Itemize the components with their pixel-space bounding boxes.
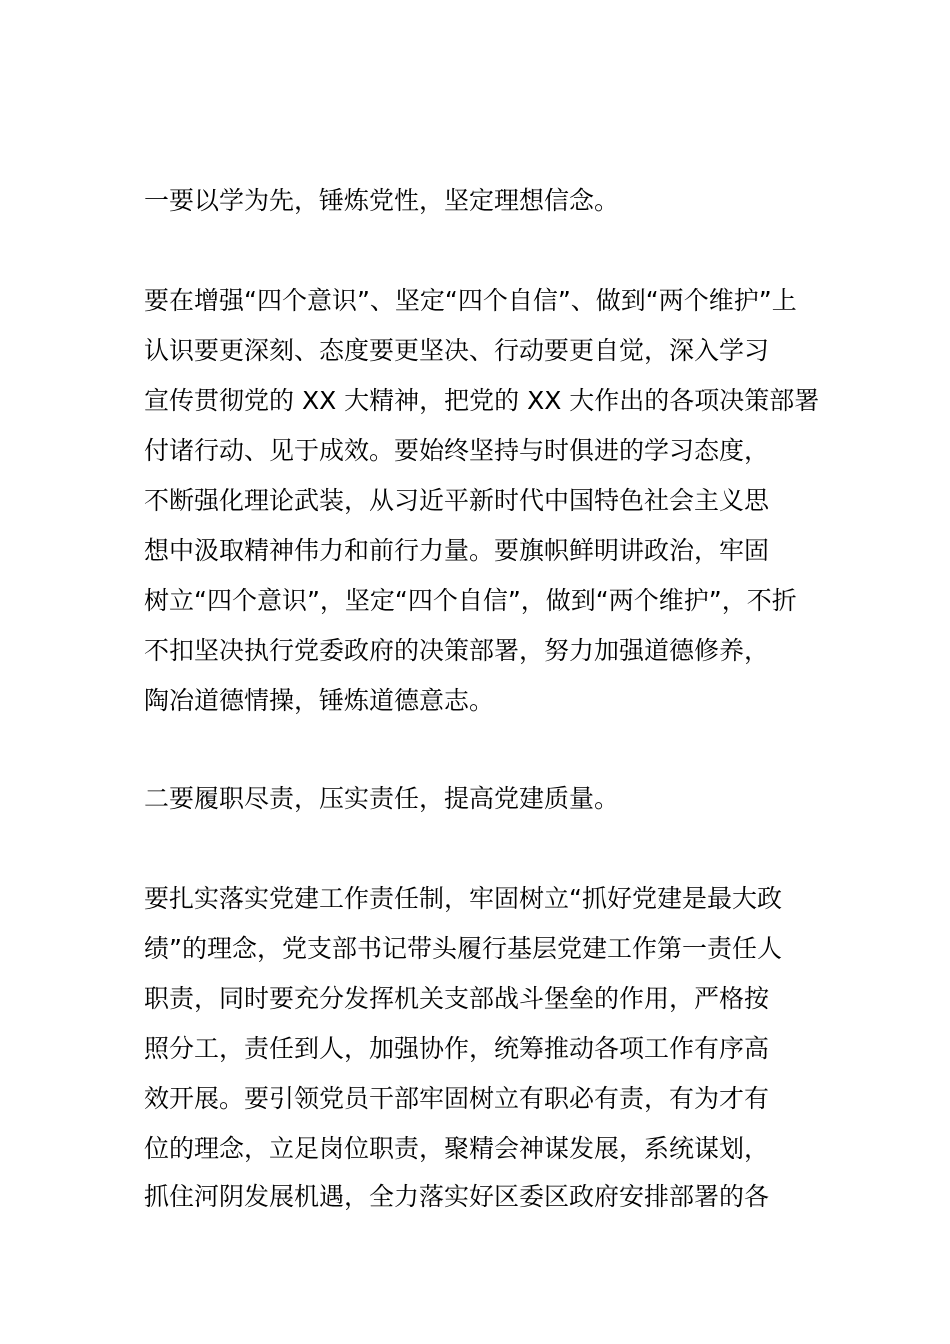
paragraph-2-line-3: 职责，同时要充分发挥机关支部战斗堡垒的作用，严格按 [144,984,770,1013]
paragraph-1-line-4: 付诸行动、见于成效。要始终坚持与时俱进的学习态度， [144,436,770,465]
paragraph-1-line-8: 不扣坚决执行党委政府的决策部署，努力加强道德修养， [144,636,770,665]
paragraph-2-line-1: 要扎实落实党建工作责任制，牢固树立“抓好党建是最大政 [144,884,782,913]
paragraph-1-line-9: 陶冶道德情操，锤炼道德意志。 [144,686,495,715]
paragraph-2-line-6: 位的理念，立足岗位职责，聚精会神谋发展，系统谋划， [144,1134,770,1163]
section-heading-2: 二要履职尽责，压实责任，提高党建质量。 [144,784,620,813]
paragraph-1-line-5: 不断强化理论武装，从习近平新时代中国特色社会主义思 [144,486,770,515]
paragraph-1-line-3: 宣传贯彻党的 XX 大精神，把党的 XX 大作出的各项决策部署 [144,386,820,415]
paragraph-2-line-4: 照分工，责任到人，加强协作，统筹推动各项工作有序高 [144,1034,770,1063]
paragraph-1-line-7: 树立“四个意识”，坚定“四个自信”，做到“两个维护”，不折 [144,586,797,615]
paragraph-2-line-7: 抓住河阴发展机遇，全力落实好区委区政府安排部署的各 [144,1182,770,1211]
paragraph-2-line-5: 效开展。要引领党员干部牢固树立有职必有责，有为才有 [144,1084,770,1113]
paragraph-1-line-2: 认识要更深刻、态度要更坚决、行动要更自觉，深入学习 [144,336,770,365]
paragraph-1-line-1: 要在增强“四个意识”、坚定“四个自信”、做到“两个维护”上 [144,286,797,315]
section-heading-1: 一要以学为先，锤炼党性，坚定理想信念。 [144,186,620,215]
paragraph-2-line-2: 绩”的理念，党支部书记带头履行基层党建工作第一责任人 [144,934,782,963]
paragraph-1-line-6: 想中汲取精神伟力和前行力量。要旗帜鲜明讲政治，牢固 [144,536,770,565]
